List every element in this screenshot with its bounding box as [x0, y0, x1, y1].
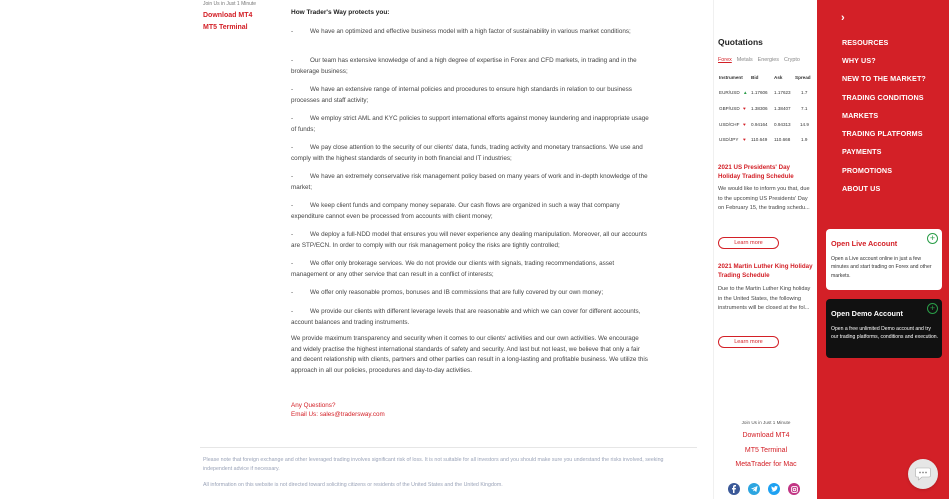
quote-instrument: EUR/USD: [719, 90, 740, 95]
mt5-terminal-link[interactable]: MT5 Terminal: [203, 24, 248, 31]
menu-item-new-to-market[interactable]: NEW TO THE MARKET?: [842, 74, 926, 83]
quote-ask: 1.38407: [774, 106, 791, 111]
list-item: - We employ strict AML and KYC policies to support international efforts against money laundering and inappropriate usage of funds;: [291, 115, 649, 133]
chat-button[interactable]: [908, 459, 938, 489]
main-content: [291, 0, 701, 499]
tab-energies[interactable]: Energies: [757, 57, 779, 63]
footer-divider: [200, 447, 697, 448]
list-item: - We have an extensive range of internal policies and procedures to ensure high standards in relation to our business processes and staff activity;: [291, 86, 632, 104]
download-mt4-link[interactable]: Download MT4: [203, 12, 253, 19]
join-text: Join Us in Just 1 Minute: [203, 1, 257, 7]
quotations-title: Quotations: [718, 37, 763, 47]
quote-spread: 7.1: [801, 106, 808, 111]
menu-item-about-us[interactable]: ABOUT US: [842, 184, 881, 193]
email-link[interactable]: Email Us: sales@tradersway.com: [291, 411, 385, 418]
quote-bid: 1.17606: [751, 90, 768, 95]
quote-instrument: GBP/USD: [719, 106, 740, 111]
menu-item-markets[interactable]: MARKETS: [842, 111, 879, 120]
header-ask: Ask: [774, 75, 783, 80]
tab-forex[interactable]: Forex: [718, 57, 732, 63]
list-item: - We keep client funds and company money separate. Our cash flows are organized in such a way that company expenditure cannot even be processed from accounts with client money;: [291, 202, 620, 220]
news-title-mlk-holiday[interactable]: 2021 Martin Luther King Holiday Trading Schedule: [718, 263, 813, 279]
sidebar-metatrader-mac-link[interactable]: MetaTrader for Mac: [735, 461, 797, 468]
tab-metals[interactable]: Metals: [736, 57, 753, 63]
news-title-presidents-day[interactable]: 2021 US Presidents' Day Holiday Trading Schedule: [718, 164, 794, 180]
summary-paragraph: We provide maximum transparency and security when it comes to our clients' activities and our own activities. We encourage and widely practise the highest international standards of safety and security. And last but not least, we believe that only a fair and decent relationship with clients, partners and other parties can result in a long-lasting and profitable business. We utilize this approach in all our policies, procedures and day-to-day activities.: [291, 335, 648, 374]
quotes-sidebar: [713, 0, 817, 499]
demo-account-title: Open Demo Account: [831, 309, 903, 318]
learn-more-button[interactable]: Learn more: [718, 237, 779, 249]
sidebar-mt5-terminal-link[interactable]: MT5 Terminal: [744, 447, 788, 454]
list-item: - We have an optimized and effective business model with a high factor of sustainability in various market conditions;: [291, 28, 631, 35]
list-item: - We deploy a full-NDD model that ensures you will never experience any dealing manipulation. Moreover, all our accounts are STP/ECN. In order to comply with our risk management policy the risks are tightly controlled;: [291, 231, 647, 249]
menu-item-trading-platforms[interactable]: TRADING PLATFORMS: [842, 129, 923, 138]
menu-item-why-us[interactable]: WHY US?: [842, 56, 876, 65]
instagram-icon[interactable]: [788, 483, 800, 495]
plus-circle-icon: +: [927, 233, 938, 244]
open-live-account-card[interactable]: [826, 229, 942, 290]
plus-circle-icon: +: [927, 303, 938, 314]
tab-crypto[interactable]: Crypto: [783, 57, 800, 63]
section-heading: How Trader's Way protects you:: [291, 9, 390, 16]
quote-bid: 110.649: [751, 137, 768, 142]
risk-disclaimer: Please note that foreign exchange and other leveraged trading involves significant risk of loss. It is not suitable for all investors and you should make sure you understand the risks involved, seeking independent advice if necessary.: [203, 457, 664, 472]
header-spread: Spread: [795, 75, 811, 80]
learn-more-button[interactable]: Learn more: [718, 336, 779, 348]
header-instrument: Instrument: [719, 75, 743, 80]
list-item: - We provide our clients with different leverage levels that are reasonable and which we can cover for different accounts, account balances and trading instruments.: [291, 308, 641, 326]
menu-item-trading-conditions[interactable]: TRADING CONDITIONS: [842, 93, 924, 102]
quotation-tabs: [718, 57, 800, 63]
news-body-mlk-holiday: Due to the Martin Luther King holiday in the United States, the following instruments will be closed at the fol...: [718, 286, 811, 311]
quote-instrument: USD/CHF: [719, 122, 740, 127]
facebook-icon[interactable]: [728, 483, 740, 495]
sidebar-join-text: Join Us in Just 1 Minute: [741, 420, 791, 425]
header-bid: Bid: [751, 75, 759, 80]
quote-ask: 1.17623: [774, 90, 791, 95]
twitter-icon[interactable]: [768, 483, 780, 495]
live-account-description: Open a Live account online in just a few minutes and start trading on Forex and other markets.: [831, 256, 932, 279]
quote-ask: 0.94313: [774, 122, 791, 127]
demo-account-description: Open a free unlimited Demo account and try our trading platforms, conditions and execution.: [831, 326, 939, 341]
quote-spread: 1.7: [801, 90, 808, 95]
jurisdiction-disclaimer: All information on this website is not directed toward soliciting citizens or residents of the United States and the United Kingdom.: [203, 482, 503, 488]
arrow-down-icon: ♥: [743, 122, 746, 127]
left-column: [0, 0, 285, 499]
list-item: - We offer only brokerage services. We do not provide our clients with signals, trading recommendations, asset management or any other service that can result in a conflict of interests;: [291, 260, 615, 278]
quote-spread: 14.9: [800, 122, 809, 127]
news-body-presidents-day: We would like to inform you that, due to the upcoming US Presidents' Day on February 15, the trading schedu...: [718, 186, 810, 211]
quote-ask: 110.668: [774, 137, 791, 142]
live-account-title: Open Live Account: [831, 239, 898, 248]
open-demo-account-card[interactable]: [826, 299, 942, 358]
arrow-up-icon: ▲: [743, 90, 748, 95]
any-questions-text: Any Questions?: [291, 402, 336, 409]
menu-item-resources[interactable]: RESOURCES: [842, 38, 889, 47]
arrow-down-icon: ♥: [743, 137, 746, 142]
main-menu-panel: [817, 0, 949, 499]
list-item: - We have an extremely conservative risk management policy based on many years of work and in-depth knowledge of the market;: [291, 173, 648, 191]
menu-item-payments[interactable]: PAYMENTS: [842, 147, 882, 156]
chat-icon: [915, 467, 931, 481]
quote-bid: 0.94164: [751, 122, 768, 127]
list-item: - Our team has extensive knowledge of and a high degree of expertise in Forex and CFD markets, in trading and in the brokerage business;: [291, 57, 637, 75]
arrow-down-icon: ♥: [743, 106, 746, 111]
quote-bid: 1.38306: [751, 106, 768, 111]
menu-item-promotions[interactable]: PROMOTIONS: [842, 166, 893, 175]
chevron-right-icon[interactable]: ›: [841, 12, 845, 24]
quote-spread: 1.9: [801, 137, 808, 142]
list-item: - We pay close attention to the security of our clients' data, funds, trading activity and monetary transactions. We use and comply with the highest standards of security in both financial and IT industries;: [291, 144, 643, 162]
list-item: - We offer only reasonable promos, bonuses and IB commissions that are fully covered by our own money;: [291, 289, 604, 296]
sidebar-download-mt4-link[interactable]: Download MT4: [742, 432, 790, 439]
quote-instrument: USD/JPY: [719, 137, 739, 142]
social-links: [728, 483, 800, 495]
telegram-icon[interactable]: [748, 483, 760, 495]
